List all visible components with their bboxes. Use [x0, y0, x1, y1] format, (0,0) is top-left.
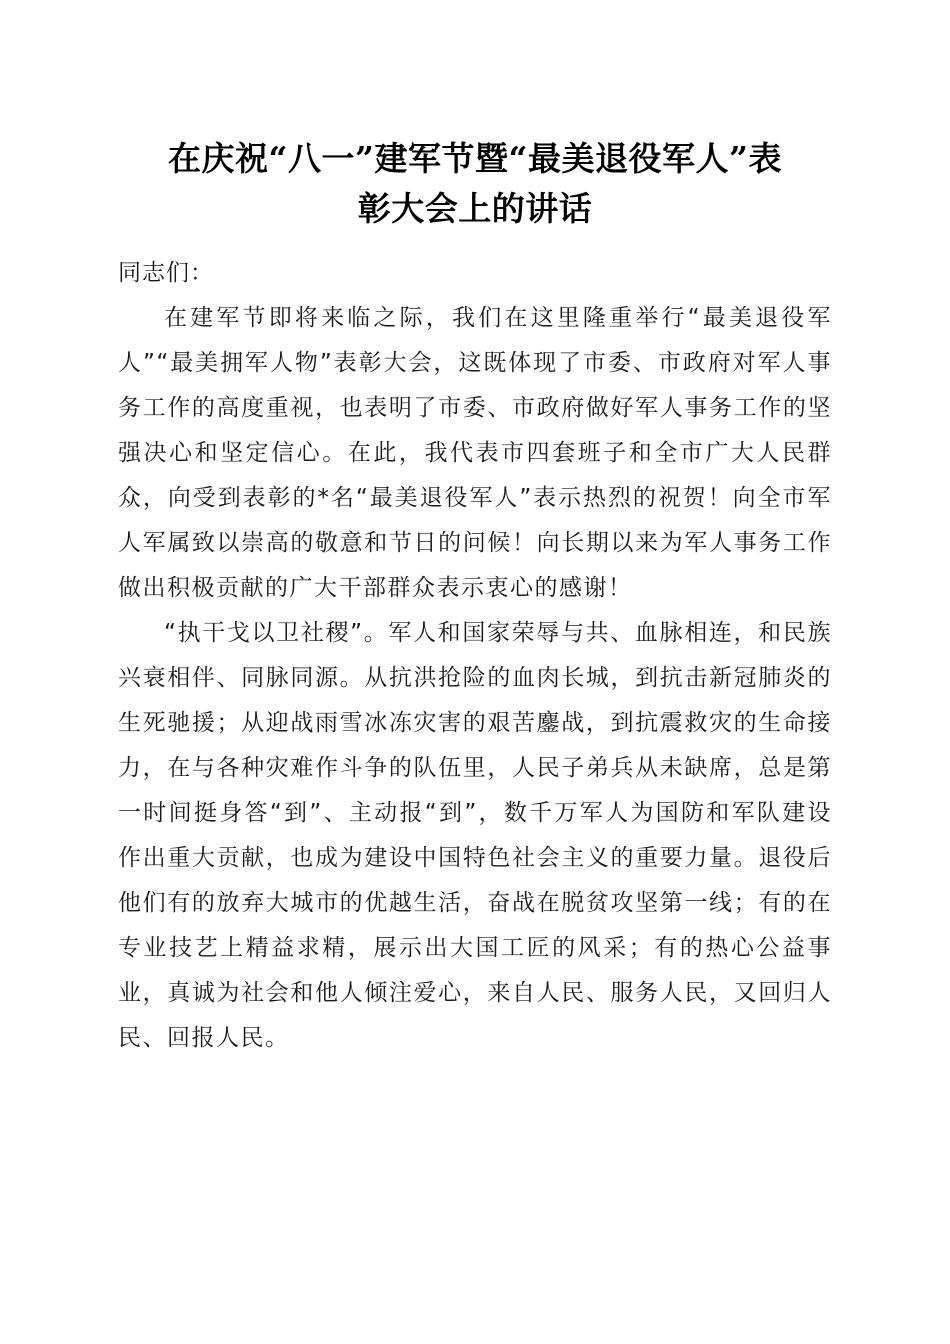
- title-line-1: 在庆祝“八一”建军节暨“最美退役军人”表: [168, 139, 782, 178]
- title-line-2: 彰大会上的讲话: [357, 189, 593, 228]
- paragraph-military-contribution: “执干戈以卫社稷”。军人和国家荣辱与共、血脉相连，和民族兴衰相伴、同脉同源。从抗洪抢险的血肉长城，到抗击新冠肺炎的生死驰援；从迎战雨雪冰冻灾害的艰苦鏖战，到抗震救灾的生命接力，在与各种灾难作斗争的队伍里，人民子弟兵从未缺席，总是第一时间挺身答“到”、主动报“到”，数千万军人为国防和军队建设作出重大贡献，也成为建设中国特色社会主义的重要力量。退役后他们有的放弃大城市的优越生活，奋战在脱贫攻坚第一线；有的在专业技艺上精益求精，展示出大国工匠的风采；有的热心公益事业，真诚为社会和他人倾注爱心，来自人民、服务人民，又回归人民、回报人民。: [118, 620, 832, 1051]
- paragraph-opening: 在建军节即将来临之际，我们在这里隆重举行“最美退役军人”“最美拥军人物”表彰大会，这既体现了市委、市政府对军人事务工作的高度重视，也表明了市委、市政府做好军人事务工作的坚强决心和坚定信心。在此，我代表市四套班子和全市广大人民群众，向受到表彰的*名“最美退役军人”表示热烈的祝贺！向全市军人军属致以崇高的敬意和节日的问候！向长期以来为军人事务工作做出积极贡献的广大干部群众表示衷心的感谢！: [118, 305, 832, 601]
- document-title: [112, 134, 838, 234]
- salutation: 同志们：: [118, 260, 214, 286]
- speech-body: [118, 251, 832, 1061]
